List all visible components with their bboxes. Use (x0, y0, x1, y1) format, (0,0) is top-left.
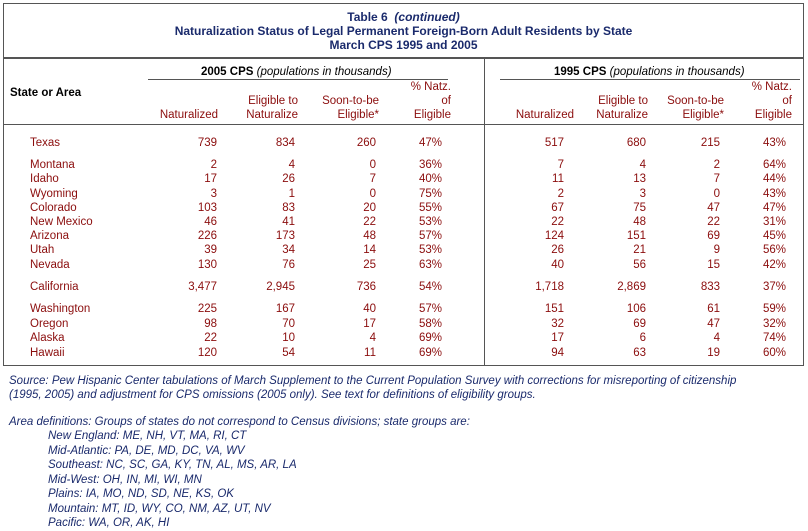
table-cell: 41 (282, 216, 295, 228)
table-cell: 226 (197, 230, 217, 242)
table-cell: 58% (418, 318, 442, 330)
table-cell: 57% (418, 230, 442, 242)
table-cell: 32 (551, 318, 564, 330)
table-cell: 46 (204, 216, 217, 228)
table-cell: 834 (275, 137, 295, 149)
table-cell: 22 (204, 332, 217, 344)
table-row (0, 158, 808, 172)
table-cell: 56% (762, 244, 786, 256)
table-cell: 54% (418, 281, 442, 293)
table-cell: 69% (418, 332, 442, 344)
table-cell: 173 (275, 230, 295, 242)
table-row (0, 317, 808, 331)
table-cell: 22 (551, 216, 564, 228)
state-name: Nevada (30, 259, 70, 271)
col-pct-1995: % Natz. of Eligible (751, 81, 792, 121)
area-group-line: Mid-West: OH, IN, MI, WI, MN (48, 473, 202, 486)
area-definitions-intro: Area definitions: Groups of states do not correspond to Census divisions; state groups are: (9, 416, 470, 428)
state-name: Colorado (30, 202, 77, 214)
table-cell: 67 (551, 202, 564, 214)
table-cell: 26 (282, 173, 295, 185)
table-cell: 17 (204, 173, 217, 185)
table-cell: 42% (762, 259, 786, 271)
table-cell: 32% (762, 318, 786, 330)
table-cell: 151 (544, 303, 564, 315)
state-name: Idaho (30, 173, 59, 185)
table-cell: 69 (633, 318, 646, 330)
table-subtitle: March CPS 1995 and 2005 (329, 38, 478, 52)
area-group-line: Plains: IA, MO, ND, SD, NE, KS, OK (48, 488, 234, 500)
table-cell: 75 (633, 202, 646, 214)
table-cell: 2 (210, 159, 217, 171)
table-cell: 2,869 (617, 281, 646, 293)
table-cell: 54 (282, 347, 295, 359)
table-cell: 44% (762, 173, 786, 185)
table-cell: 98 (204, 318, 217, 330)
table-cell: 7 (369, 173, 376, 185)
table-cell: 39 (204, 244, 217, 256)
group-header-2005: 2005 CPS (populations in thousands) (201, 66, 392, 78)
table-cell: 75% (418, 188, 442, 200)
state-name: Texas (30, 137, 61, 149)
table-cell: 69 (707, 230, 720, 242)
table-cell: 47% (418, 137, 442, 149)
table-row (0, 136, 808, 150)
table-row (0, 215, 808, 229)
table-cell: 103 (197, 202, 217, 214)
table-cell: 1,718 (535, 281, 564, 293)
table-cell: 2 (713, 159, 720, 171)
area-group-line: Pacific: WA, OR, AK, HI (48, 517, 170, 529)
table-cell: 83 (282, 202, 295, 214)
table-cell: 9 (713, 244, 720, 256)
table-number: Table 6 (continued) (347, 10, 460, 24)
table-cell: 36% (418, 159, 442, 171)
table-cell: 94 (551, 347, 564, 359)
table-cell: 26 (551, 244, 564, 256)
table-cell: 736 (356, 281, 376, 293)
table-cell: 0 (713, 188, 720, 200)
table-cell: 120 (197, 347, 217, 359)
area-group-line: Mid-Atlantic: PA, DE, MD, DC, VA, WV (48, 444, 245, 457)
table-cell: 225 (197, 303, 217, 315)
col-naturalized-2005: Naturalized (159, 109, 218, 121)
table-row (0, 229, 808, 243)
table-cell: 22 (707, 216, 720, 228)
table-cell: 47 (707, 318, 720, 330)
table-row (0, 258, 808, 272)
table-cell: 17 (363, 318, 376, 330)
state-name: Washington (30, 303, 91, 315)
table-cell: 3 (639, 188, 646, 200)
table-cell: 48 (633, 216, 646, 228)
table-cell: 151 (626, 230, 646, 242)
table-cell: 4 (369, 332, 376, 344)
table-cell: 130 (197, 259, 217, 271)
table-cell: 57% (418, 303, 442, 315)
table-title: Naturalization Status of Legal Permanent Foreign-Born Adult Residents by State (174, 24, 633, 38)
table-cell: 7 (557, 159, 564, 171)
state-name: Alaska (30, 332, 65, 344)
col-soon-2005: Soon-to-be Eligible* (322, 95, 379, 121)
table-cell: 11 (552, 173, 564, 185)
table-cell: 37% (762, 281, 786, 293)
table-cell: 60% (762, 347, 786, 359)
table-cell: 63 (633, 347, 646, 359)
table-cell: 260 (356, 137, 376, 149)
table-cell: 0 (369, 188, 376, 200)
table-cell: 56 (633, 259, 646, 271)
table-cell: 6 (639, 332, 646, 344)
table-cell: 680 (626, 137, 646, 149)
table-cell: 167 (275, 303, 295, 315)
table-cell: 3,477 (188, 281, 217, 293)
table-cell: 74% (762, 332, 786, 344)
table-cell: 19 (707, 347, 720, 359)
table-cell: 76 (282, 259, 295, 271)
table-row (0, 201, 808, 215)
table-cell: 124 (544, 230, 564, 242)
table-row (0, 302, 808, 316)
table-cell: 43% (762, 137, 786, 149)
table-cell: 70 (282, 318, 295, 330)
state-column-header: State or Area (10, 87, 82, 99)
state-name: Oregon (30, 318, 69, 330)
table-cell: 10 (282, 332, 295, 344)
table-row (0, 172, 808, 186)
table-row (0, 187, 808, 201)
table-cell: 53% (418, 216, 442, 228)
table-cell: 59% (762, 303, 786, 315)
table-cell: 15 (707, 259, 720, 271)
table-cell: 55% (418, 202, 442, 214)
state-name: Wyoming (30, 188, 78, 200)
table-cell: 43% (762, 188, 786, 200)
col-eligible-2005: Eligible to Naturalize (246, 95, 298, 121)
table-row (0, 280, 808, 294)
col-eligible-1995: Eligible to Naturalize (596, 95, 648, 121)
col-naturalized-1995: Naturalized (515, 109, 574, 121)
source-note-line2: (1995, 2005) and adjustment for CPS omissions (2005 only). See text for definitions of eligibility groups. (9, 389, 536, 401)
table-cell: 2,945 (266, 281, 295, 293)
table-cell: 833 (700, 281, 720, 293)
table-cell: 20 (363, 202, 376, 214)
table-cell: 1 (288, 188, 295, 200)
table-cell: 34 (282, 244, 295, 256)
group-header-1995: 1995 CPS (populations in thousands) (554, 66, 745, 78)
table-cell: 4 (288, 159, 295, 171)
table-cell: 2 (557, 188, 564, 200)
table-cell: 0 (369, 159, 376, 171)
table-cell: 47% (762, 202, 786, 214)
col-pct-2005: % Natz. of Eligible (410, 81, 451, 121)
table-cell: 13 (633, 173, 646, 185)
table-cell: 106 (626, 303, 646, 315)
table-cell: 25 (363, 259, 376, 271)
table-cell: 40 (363, 303, 376, 315)
table-row (0, 243, 808, 257)
state-name: Utah (30, 244, 55, 256)
table-cell: 31% (762, 216, 786, 228)
table-cell: 4 (639, 159, 646, 171)
table-cell: 4 (713, 332, 720, 344)
state-name: Montana (30, 159, 75, 171)
table-cell: 22 (363, 216, 376, 228)
header-top-rule (4, 57, 803, 59)
state-name: Arizona (30, 230, 69, 242)
table-cell: 215 (700, 137, 720, 149)
table-cell: 45% (762, 230, 786, 242)
table-cell: 739 (197, 137, 217, 149)
table-cell: 47 (707, 202, 720, 214)
table-cell: 17 (551, 332, 564, 344)
table-cell: 40% (418, 173, 442, 185)
table-cell: 7 (713, 173, 720, 185)
header-bottom-rule (4, 124, 803, 125)
table-cell: 69% (418, 347, 442, 359)
table-cell: 48 (363, 230, 376, 242)
table-cell: 3 (210, 188, 217, 200)
area-group-line: New England: ME, NH, VT, MA, RI, CT (48, 430, 247, 442)
table-cell: 517 (544, 137, 564, 149)
area-group-line: Mountain: MT, ID, WY, CO, NM, AZ, UT, NV (48, 502, 271, 515)
table-cell: 61 (707, 303, 720, 315)
table-cell: 40 (551, 259, 564, 271)
table-row (0, 346, 808, 360)
source-note-line1: Source: Pew Hispanic Center tabulations of March Supplement to the Current Population Survey with corrections for misreporting of citizenship (9, 375, 737, 387)
table-cell: 11 (364, 347, 376, 359)
table-cell: 63% (418, 259, 442, 271)
table-row (0, 331, 808, 345)
state-name: California (30, 281, 79, 293)
state-name: Hawaii (30, 347, 65, 359)
table-cell: 21 (633, 244, 646, 256)
col-soon-1995: Soon-to-be Eligible* (667, 95, 724, 121)
table-cell: 53% (418, 244, 442, 256)
table-cell: 14 (363, 244, 376, 256)
table-cell: 64% (762, 159, 786, 171)
state-name: New Mexico (30, 216, 93, 228)
area-group-line: Southeast: NC, SC, GA, KY, TN, AL, MS, AR, LA (48, 459, 297, 471)
